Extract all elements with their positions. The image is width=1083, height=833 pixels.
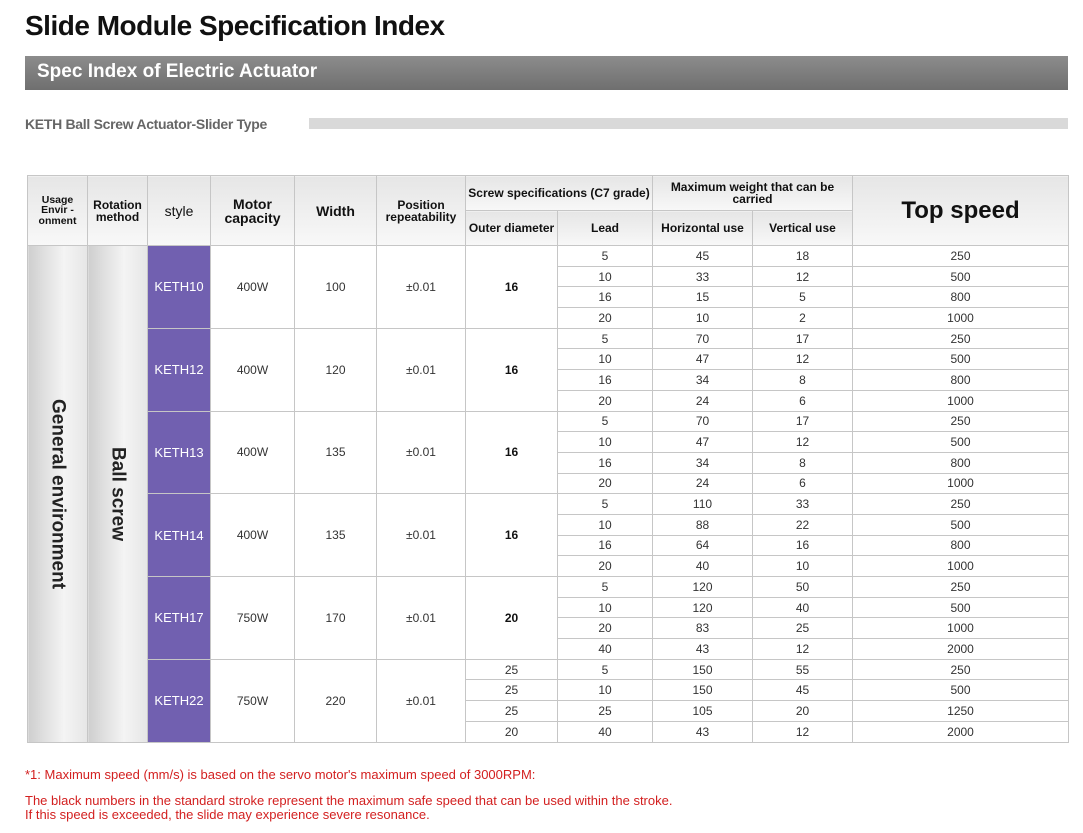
top-speed-value: 500 (853, 266, 1069, 287)
lead-value: 5 (558, 328, 653, 349)
horizontal-weight: 150 (653, 680, 753, 701)
top-speed-value: 250 (853, 659, 1069, 680)
vertical-weight: 20 (753, 701, 853, 722)
horizontal-weight: 105 (653, 701, 753, 722)
horizontal-weight: 88 (653, 514, 753, 535)
top-speed-value: 500 (853, 597, 1069, 618)
horizontal-weight: 45 (653, 246, 753, 267)
outer-diameter: 16 (466, 411, 558, 494)
vertical-weight: 12 (753, 349, 853, 370)
position-repeatability: ±0.01 (377, 328, 466, 411)
top-speed-value: 500 (853, 432, 1069, 453)
model-style: KETH13 (148, 411, 211, 494)
horizontal-weight: 64 (653, 535, 753, 556)
lead-value: 20 (558, 473, 653, 494)
width-value: 135 (295, 411, 377, 494)
top-speed-value: 800 (853, 535, 1069, 556)
top-speed-value: 800 (853, 452, 1069, 473)
lead-value: 10 (558, 597, 653, 618)
lead-value: 40 (558, 721, 653, 742)
outer-diameter: 20 (466, 577, 558, 660)
position-repeatability: ±0.01 (377, 659, 466, 742)
motor-capacity: 400W (211, 494, 295, 577)
vertical-weight: 33 (753, 494, 853, 515)
footnote-2: The black numbers in the standard stroke represent the maximum safe speed that can be used within the stroke. (25, 793, 673, 808)
horizontal-weight: 70 (653, 328, 753, 349)
horizontal-weight: 40 (653, 556, 753, 577)
top-speed-value: 1000 (853, 556, 1069, 577)
position-repeatability: ±0.01 (377, 411, 466, 494)
lead-value: 16 (558, 535, 653, 556)
top-speed-value: 1000 (853, 473, 1069, 494)
horizontal-weight: 33 (653, 266, 753, 287)
subtitle-divider-bar (309, 118, 1068, 129)
lead-value: 20 (558, 556, 653, 577)
vertical-weight: 22 (753, 514, 853, 535)
header-usage-env: Usage Envir -onment (28, 176, 88, 246)
top-speed-value: 250 (853, 411, 1069, 432)
model-style: KETH17 (148, 577, 211, 660)
vertical-weight: 6 (753, 473, 853, 494)
rotation-method-label: Ball screw (107, 446, 129, 541)
top-speed-value: 2000 (853, 639, 1069, 660)
top-speed-value: 1250 (853, 701, 1069, 722)
header-width: Width (295, 176, 377, 246)
table-row (28, 577, 1069, 598)
footnote-3: If this speed is exceeded, the slide may experience severe resonance. (25, 807, 430, 822)
rotation-method-cell (88, 246, 148, 743)
position-repeatability: ±0.01 (377, 494, 466, 577)
position-repeatability: ±0.01 (377, 246, 466, 329)
width-value: 170 (295, 577, 377, 660)
model-style: KETH10 (148, 246, 211, 329)
motor-capacity: 400W (211, 328, 295, 411)
usage-env-label: General environment (47, 398, 69, 589)
horizontal-weight: 15 (653, 287, 753, 308)
top-speed-value: 250 (853, 328, 1069, 349)
horizontal-weight: 34 (653, 452, 753, 473)
vertical-weight: 50 (753, 577, 853, 598)
lead-value: 10 (558, 432, 653, 453)
outer-diameter: 16 (466, 328, 558, 411)
lead-value: 10 (558, 349, 653, 370)
header-position: Position repeatability (377, 176, 466, 246)
lead-value: 5 (558, 411, 653, 432)
spec-table (27, 175, 1069, 743)
top-speed-value: 250 (853, 494, 1069, 515)
horizontal-weight: 110 (653, 494, 753, 515)
vertical-weight: 12 (753, 639, 853, 660)
lead-value: 10 (558, 680, 653, 701)
horizontal-weight: 24 (653, 473, 753, 494)
footnote-1: *1: Maximum speed (mm/s) is based on the servo motor's maximum speed of 3000RPM: (25, 767, 536, 782)
table-row (28, 659, 1069, 680)
header-screw-spec: Screw specifications (C7 grade) (466, 176, 653, 211)
vertical-weight: 8 (753, 452, 853, 473)
width-value: 135 (295, 494, 377, 577)
vertical-weight: 16 (753, 535, 853, 556)
header-max-weight: Maximum weight that can be carried (653, 176, 853, 211)
top-speed-value: 800 (853, 287, 1069, 308)
vertical-weight: 45 (753, 680, 853, 701)
header-vertical: Vertical use (753, 211, 853, 246)
outer-diameter: 16 (466, 494, 558, 577)
vertical-weight: 6 (753, 390, 853, 411)
vertical-weight: 17 (753, 328, 853, 349)
outer-diameter: 16 (466, 246, 558, 329)
horizontal-weight: 47 (653, 349, 753, 370)
vertical-weight: 12 (753, 432, 853, 453)
page-title: Slide Module Specification Index (25, 10, 445, 41)
lead-value: 20 (558, 390, 653, 411)
table-row (28, 328, 1069, 349)
model-style: KETH14 (148, 494, 211, 577)
horizontal-weight: 43 (653, 721, 753, 742)
lead-value: 5 (558, 494, 653, 515)
header-top-speed: Top speed (853, 176, 1069, 246)
top-speed-value: 2000 (853, 721, 1069, 742)
top-speed-value: 250 (853, 577, 1069, 598)
top-speed-value: 1000 (853, 308, 1069, 329)
horizontal-weight: 47 (653, 432, 753, 453)
outer-diameter: 25 (466, 680, 558, 701)
vertical-weight: 8 (753, 370, 853, 391)
motor-capacity: 400W (211, 411, 295, 494)
vertical-weight: 40 (753, 597, 853, 618)
vertical-weight: 18 (753, 246, 853, 267)
table-row (28, 494, 1069, 515)
lead-value: 16 (558, 452, 653, 473)
lead-value: 40 (558, 639, 653, 660)
vertical-weight: 12 (753, 721, 853, 742)
top-speed-value: 1000 (853, 618, 1069, 639)
lead-value: 16 (558, 370, 653, 391)
top-speed-value: 500 (853, 680, 1069, 701)
banner-label: Spec Index of Electric Actuator (37, 61, 318, 82)
header-rotation: Rotation method (88, 176, 148, 246)
lead-value: 5 (558, 659, 653, 680)
model-style: KETH22 (148, 659, 211, 742)
vertical-weight: 5 (753, 287, 853, 308)
lead-value: 20 (558, 308, 653, 329)
vertical-weight: 12 (753, 266, 853, 287)
header-lead: Lead (558, 211, 653, 246)
lead-value: 25 (558, 701, 653, 722)
motor-capacity: 750W (211, 659, 295, 742)
lead-value: 5 (558, 246, 653, 267)
top-speed-value: 1000 (853, 390, 1069, 411)
header-motor: Motor capacity (211, 176, 295, 246)
lead-value: 16 (558, 287, 653, 308)
table-row (28, 411, 1069, 432)
horizontal-weight: 70 (653, 411, 753, 432)
header-horizontal: Horizontal use (653, 211, 753, 246)
position-repeatability: ±0.01 (377, 577, 466, 660)
horizontal-weight: 120 (653, 577, 753, 598)
horizontal-weight: 10 (653, 308, 753, 329)
motor-capacity: 400W (211, 246, 295, 329)
lead-value: 10 (558, 514, 653, 535)
outer-diameter: 25 (466, 701, 558, 722)
horizontal-weight: 83 (653, 618, 753, 639)
horizontal-weight: 34 (653, 370, 753, 391)
usage-env-cell (28, 246, 88, 743)
vertical-weight: 2 (753, 308, 853, 329)
vertical-weight: 10 (753, 556, 853, 577)
vertical-weight: 25 (753, 618, 853, 639)
horizontal-weight: 150 (653, 659, 753, 680)
section-banner (25, 56, 1068, 90)
table-row (28, 246, 1069, 267)
top-speed-value: 500 (853, 514, 1069, 535)
header-outer-diameter: Outer diameter (466, 211, 558, 246)
lead-value: 20 (558, 618, 653, 639)
motor-capacity: 750W (211, 577, 295, 660)
model-style: KETH12 (148, 328, 211, 411)
spec-table-body (28, 246, 1069, 743)
header-style: style (148, 176, 211, 246)
top-speed-value: 500 (853, 349, 1069, 370)
outer-diameter: 25 (466, 659, 558, 680)
horizontal-weight: 43 (653, 639, 753, 660)
top-speed-value: 250 (853, 246, 1069, 267)
width-value: 120 (295, 328, 377, 411)
horizontal-weight: 120 (653, 597, 753, 618)
width-value: 100 (295, 246, 377, 329)
top-speed-value: 800 (853, 370, 1069, 391)
vertical-weight: 17 (753, 411, 853, 432)
table-subtitle: KETH Ball Screw Actuator-Slider Type (25, 116, 268, 132)
lead-value: 5 (558, 577, 653, 598)
vertical-weight: 55 (753, 659, 853, 680)
lead-value: 10 (558, 266, 653, 287)
width-value: 220 (295, 659, 377, 742)
horizontal-weight: 24 (653, 390, 753, 411)
outer-diameter: 20 (466, 721, 558, 742)
